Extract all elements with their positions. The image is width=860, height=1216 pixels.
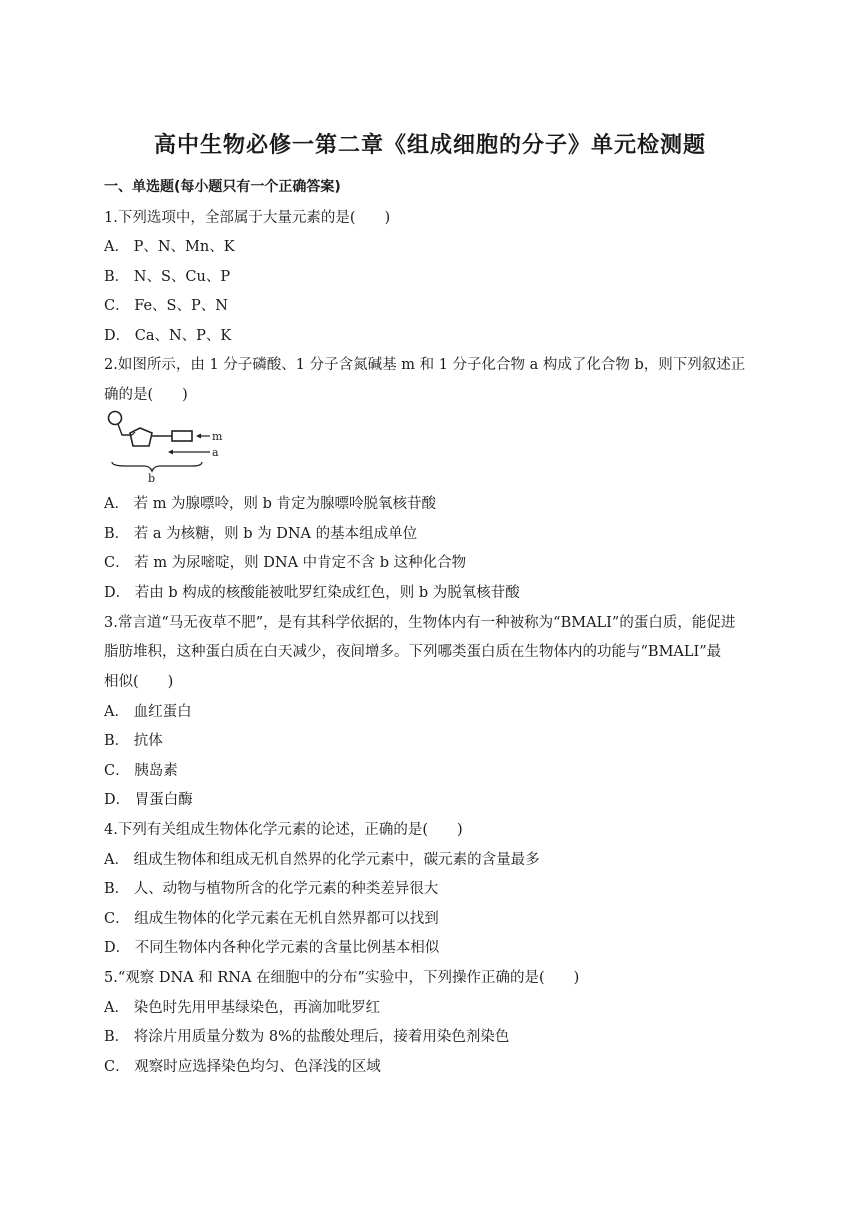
question-5-option-a: A． 染色时先用甲基绿染色，再滴加吡罗红 bbox=[104, 1000, 381, 1016]
question-4-stem: 4.下列有关组成生物体化学元素的论述，正确的是( ) bbox=[104, 822, 463, 838]
question-2-stem-line-1: 2.如图所示，由 1 分子磷酸、1 分子含氮碱基 m 和 1 分子化合物 a 构成了化合物 b，则下列叙述正 bbox=[104, 357, 746, 373]
question-4-option-d: D． 不同生物体内各种化学元素的含量比例基本相似 bbox=[104, 940, 440, 956]
label-b: b bbox=[148, 472, 156, 484]
question-5-stem: 5.“观察 DNA 和 RNA 在细胞中的分布”实验中，下列操作正确的是( ) bbox=[104, 970, 580, 986]
document-title: 高中生物必修一第二章《组成细胞的分子》单元检测题 bbox=[153, 133, 706, 158]
question-4-option-c: C． 组成生物体的化学元素在无机自然界都可以找到 bbox=[104, 911, 439, 927]
question-3-option-b: B． 抗体 bbox=[104, 733, 163, 749]
base-rectangle bbox=[172, 431, 192, 441]
question-3-stem-line-2: 脂肪堆积，这种蛋白质在白天减少，夜间增多。下列哪类蛋白质在生物体内的功能与“BMALI”最 bbox=[104, 644, 722, 660]
question-3-stem-line-1: 3.常言道“马无夜草不肥”，是有其科学依据的，生物体内有一种被称为“BMALI”的蛋白质，能促进 bbox=[104, 615, 736, 631]
question-3-stem-line-3: 相似( ) bbox=[104, 674, 174, 690]
section-heading: 一、单选题(每小题只有一个正确答案) bbox=[104, 179, 341, 195]
question-2-option-c: C． 若 m 为尿嘧啶，则 DNA 中肯定不含 b 这种化合物 bbox=[104, 555, 467, 571]
question-2-option-a: A． 若 m 为腺嘌呤，则 b 肯定为腺嘌呤脱氧核苷酸 bbox=[104, 496, 437, 512]
question-2-option-b: B． 若 a 为核糖，则 b 为 DNA 的基本组成单位 bbox=[104, 526, 418, 542]
brace-b bbox=[112, 462, 202, 471]
pentose-ring bbox=[130, 428, 152, 446]
phosphate-circle bbox=[109, 412, 122, 425]
question-1-option-c: C． Fe、S、P、N bbox=[104, 298, 228, 314]
nucleotide-diagram bbox=[106, 408, 226, 484]
label-a: a bbox=[212, 446, 219, 459]
label-m: m bbox=[212, 430, 223, 443]
question-3-option-a: A． 血红蛋白 bbox=[104, 704, 192, 720]
question-4-option-b: B． 人、动物与植物所含的化学元素的种类差异很大 bbox=[104, 881, 439, 897]
question-1-option-d: D． Ca、N、P、K bbox=[104, 328, 232, 344]
question-1-option-a: A． P、N、Mn、K bbox=[104, 239, 235, 255]
question-2-stem-line-2: 确的是( ) bbox=[104, 387, 188, 403]
question-5-option-c: C． 观察时应选择染色均匀、色泽浅的区域 bbox=[104, 1059, 381, 1075]
question-2-option-d: D． 若由 b 构成的核酸能被吡罗红染成红色，则 b 为脱氧核苷酸 bbox=[104, 585, 520, 601]
question-1-stem: 1.下列选项中，全部属于大量元素的是( ) bbox=[104, 210, 391, 226]
question-5-option-b: B． 将涂片用质量分数为 8%的盐酸处理后，接着用染色剂染色 bbox=[104, 1029, 510, 1045]
question-1-option-b: B． N、S、Cu、P bbox=[104, 269, 231, 285]
question-3-option-d: D． 胃蛋白酶 bbox=[104, 792, 193, 808]
question-3-option-c: C． 胰岛素 bbox=[104, 763, 178, 779]
question-4-option-a: A． 组成生物体和组成无机自然界的化学元素中，碳元素的含量最多 bbox=[104, 852, 540, 868]
